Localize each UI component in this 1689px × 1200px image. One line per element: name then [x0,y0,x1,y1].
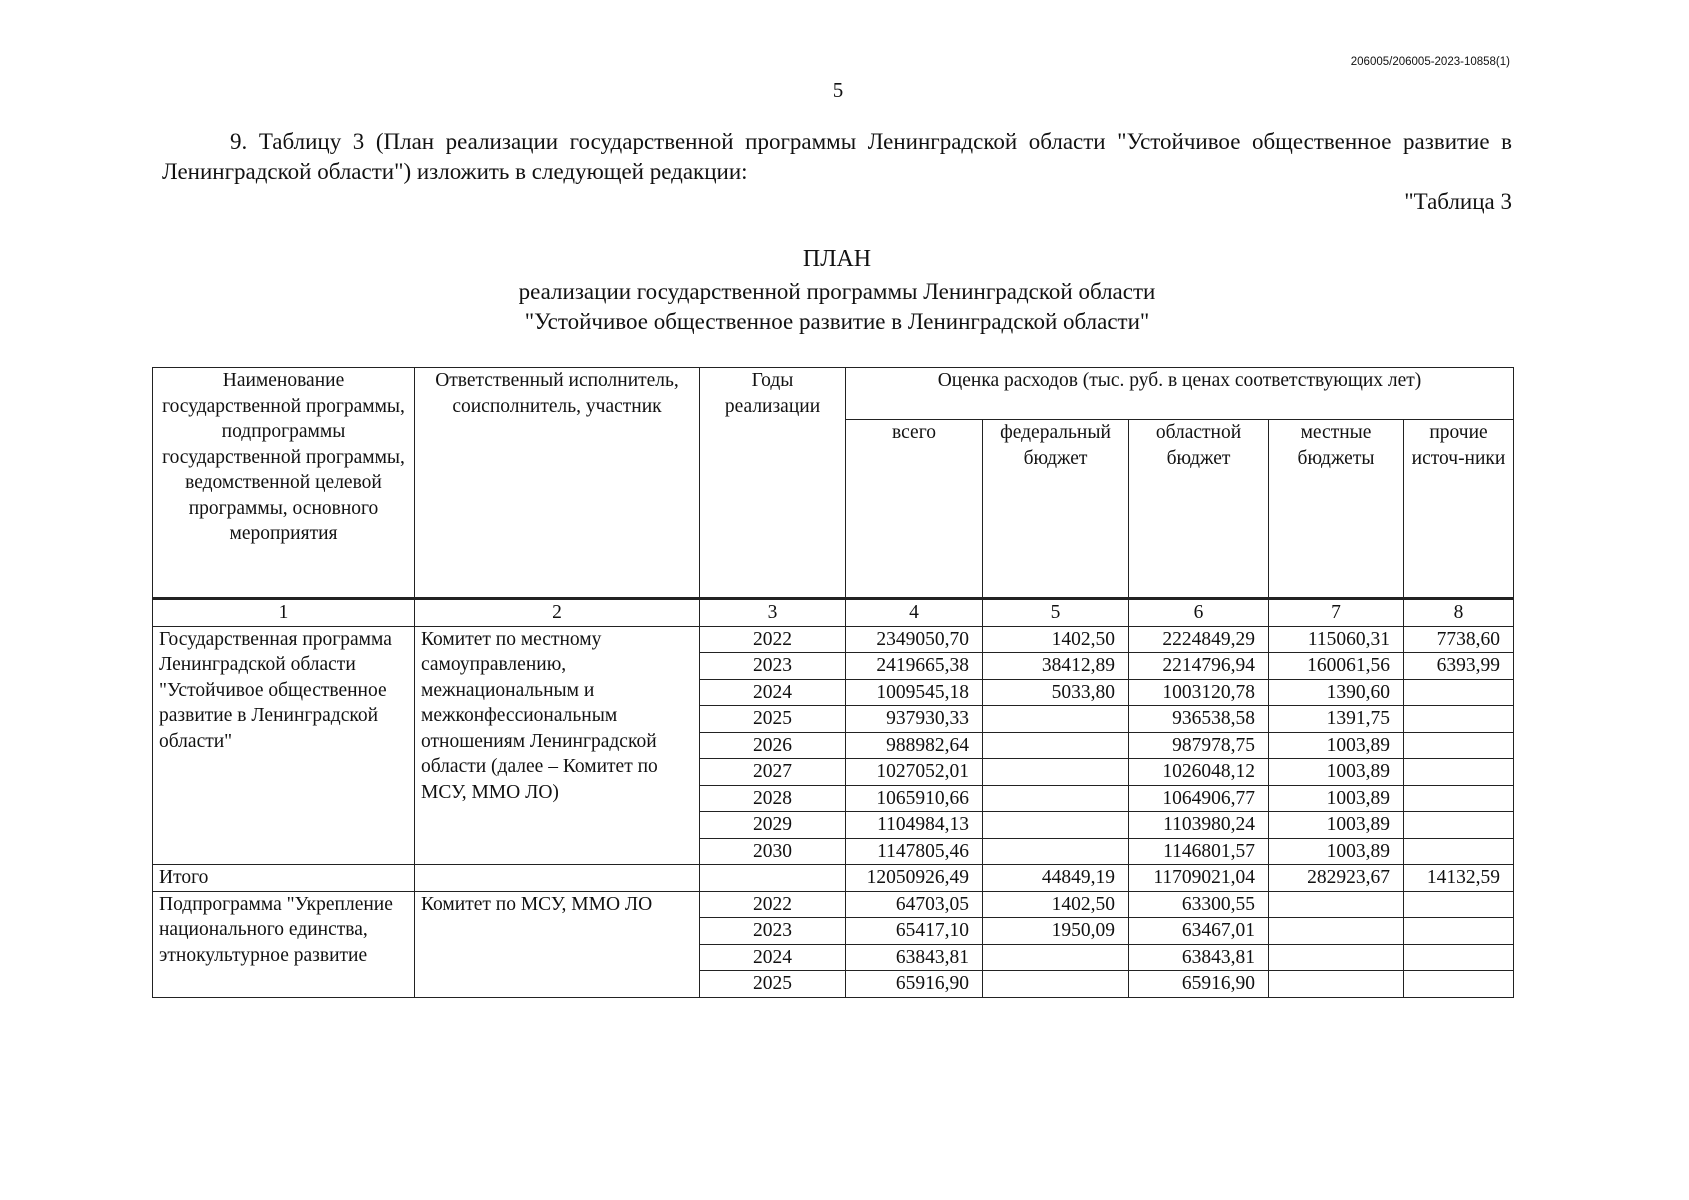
executor-cell: Комитет по МСУ, ММО ЛО [415,891,700,997]
federal-cell: 1950,09 [983,918,1129,945]
regional-cell: 65916,90 [1129,971,1269,998]
local-cell: 1003,89 [1269,838,1404,865]
year-cell: 2024 [700,679,846,706]
regional-cell: 2214796,94 [1129,653,1269,680]
regional-cell: 2224849,29 [1129,626,1269,653]
header-name: Наименование государственной программы, подпрограммы государственной программы, ведомственной целевой программы, основного мероприятия [153,368,415,599]
total-cell: 65417,10 [846,918,983,945]
total-cell: 63843,81 [846,944,983,971]
total-local-cell: 282923,67 [1269,865,1404,892]
other-cell [1404,732,1514,759]
local-cell [1269,971,1404,998]
local-cell: 1391,75 [1269,706,1404,733]
year-cell: 2030 [700,838,846,865]
other-cell [1404,785,1514,812]
intro-paragraph: 9. Таблицу 3 (План реализации государственной программы Ленинградской области "Устойчивое общественное развитие в Ленинградской области") изложить в следующей редакции: [162,129,1512,184]
other-cell [1404,891,1514,918]
year-cell: 2026 [700,732,846,759]
year-cell: 2027 [700,759,846,786]
total-cell: 64703,05 [846,891,983,918]
local-cell: 1003,89 [1269,812,1404,839]
total-cell: 1147805,46 [846,838,983,865]
total-cell: 1065910,66 [846,785,983,812]
column-number: 2 [415,599,700,627]
table-row [153,626,1514,653]
total-cell: 2419665,38 [846,653,983,680]
other-cell [1404,759,1514,786]
plan-subtitle-2: "Устойчивое общественное развитие в Ленинградской области" [524,309,1150,334]
total-total-cell: 12050926,49 [846,865,983,892]
federal-cell: 1402,50 [983,891,1129,918]
total-cell: 937930,33 [846,706,983,733]
header-total: всего [846,420,983,599]
table-row [153,891,1514,918]
regional-cell: 63467,01 [1129,918,1269,945]
total-cell: 988982,64 [846,732,983,759]
other-cell [1404,918,1514,945]
column-number: 1 [153,599,415,627]
year-cell: 2022 [700,891,846,918]
column-numbers-row [153,599,1514,627]
federal-cell [983,812,1129,839]
federal-cell: 38412,89 [983,653,1129,680]
year-cell: 2022 [700,626,846,653]
federal-cell: 5033,80 [983,679,1129,706]
federal-cell [983,785,1129,812]
federal-cell [983,838,1129,865]
total-federal-cell: 44849,19 [983,865,1129,892]
page-number: 5 [832,78,844,102]
local-cell [1269,918,1404,945]
regional-cell: 1064906,77 [1129,785,1269,812]
regional-cell: 1003120,78 [1129,679,1269,706]
column-number: 4 [846,599,983,627]
other-cell [1404,679,1514,706]
local-cell [1269,891,1404,918]
federal-cell [983,759,1129,786]
local-cell: 1390,60 [1269,679,1404,706]
program-name-cell: Государственная программа Ленинградской области "Устойчивое общественное развитие в Ленинградской области" [153,626,415,865]
column-number: 8 [1404,599,1514,627]
header-years: Годы реализации [700,368,846,599]
plan-subtitle-1: реализации государственной программы Ленинградской области [518,279,1156,304]
regional-cell: 63300,55 [1129,891,1269,918]
total-row [153,865,1514,892]
header-executor: Ответственный исполнитель, соисполнитель, участник [415,368,700,599]
regional-cell: 1103980,24 [1129,812,1269,839]
local-cell: 1003,89 [1269,759,1404,786]
regional-cell: 987978,75 [1129,732,1269,759]
other-cell [1404,812,1514,839]
table-label: "Таблица 3 [1404,189,1512,214]
header-federal: федеральный бюджет [983,420,1129,599]
year-cell [700,865,846,892]
executor-cell [415,865,700,892]
header-regional: областной бюджет [1129,420,1269,599]
program-name-cell: Подпрограмма "Укрепление национального единства, этнокультурное развитие [153,891,415,997]
year-cell: 2024 [700,944,846,971]
year-cell: 2023 [700,918,846,945]
total-regional-cell: 11709021,04 [1129,865,1269,892]
total-cell: 1104984,13 [846,812,983,839]
year-cell: 2029 [700,812,846,839]
header-cost-group: Оценка расходов (тыс. руб. в ценах соответствующих лет) [846,368,1514,420]
other-cell: 7738,60 [1404,626,1514,653]
other-cell [1404,706,1514,733]
year-cell: 2025 [700,706,846,733]
local-cell [1269,944,1404,971]
year-cell: 2028 [700,785,846,812]
header-local: местные бюджеты [1269,420,1404,599]
column-number: 5 [983,599,1129,627]
federal-cell [983,944,1129,971]
header-other: прочие источ-ники [1404,420,1514,599]
local-cell: 160061,56 [1269,653,1404,680]
federal-cell [983,732,1129,759]
total-other-cell: 14132,59 [1404,865,1514,892]
regional-cell: 63843,81 [1129,944,1269,971]
plan-title: ПЛАН [802,246,872,272]
other-cell: 6393,99 [1404,653,1514,680]
total-cell: 65916,90 [846,971,983,998]
column-number: 6 [1129,599,1269,627]
column-number: 3 [700,599,846,627]
document-code: 206005/206005-2023-10858(1) [1350,56,1510,68]
federal-cell [983,706,1129,733]
total-cell: 1009545,18 [846,679,983,706]
year-cell: 2023 [700,653,846,680]
total-cell: 1027052,01 [846,759,983,786]
total-cell: 2349050,70 [846,626,983,653]
federal-cell [983,971,1129,998]
other-cell [1404,838,1514,865]
year-cell: 2025 [700,971,846,998]
plan-table [152,367,1514,998]
local-cell: 1003,89 [1269,785,1404,812]
regional-cell: 936538,58 [1129,706,1269,733]
local-cell: 1003,89 [1269,732,1404,759]
column-number: 7 [1269,599,1404,627]
other-cell [1404,971,1514,998]
executor-cell: Комитет по местному самоуправлению, межнациональным и межконфессиональным отношениям Ленинградской области (далее – Комитет по МСУ, ММО ЛО) [415,626,700,865]
other-cell [1404,944,1514,971]
federal-cell: 1402,50 [983,626,1129,653]
regional-cell: 1026048,12 [1129,759,1269,786]
total-label: Итого [153,865,415,892]
regional-cell: 1146801,57 [1129,838,1269,865]
local-cell: 115060,31 [1269,626,1404,653]
